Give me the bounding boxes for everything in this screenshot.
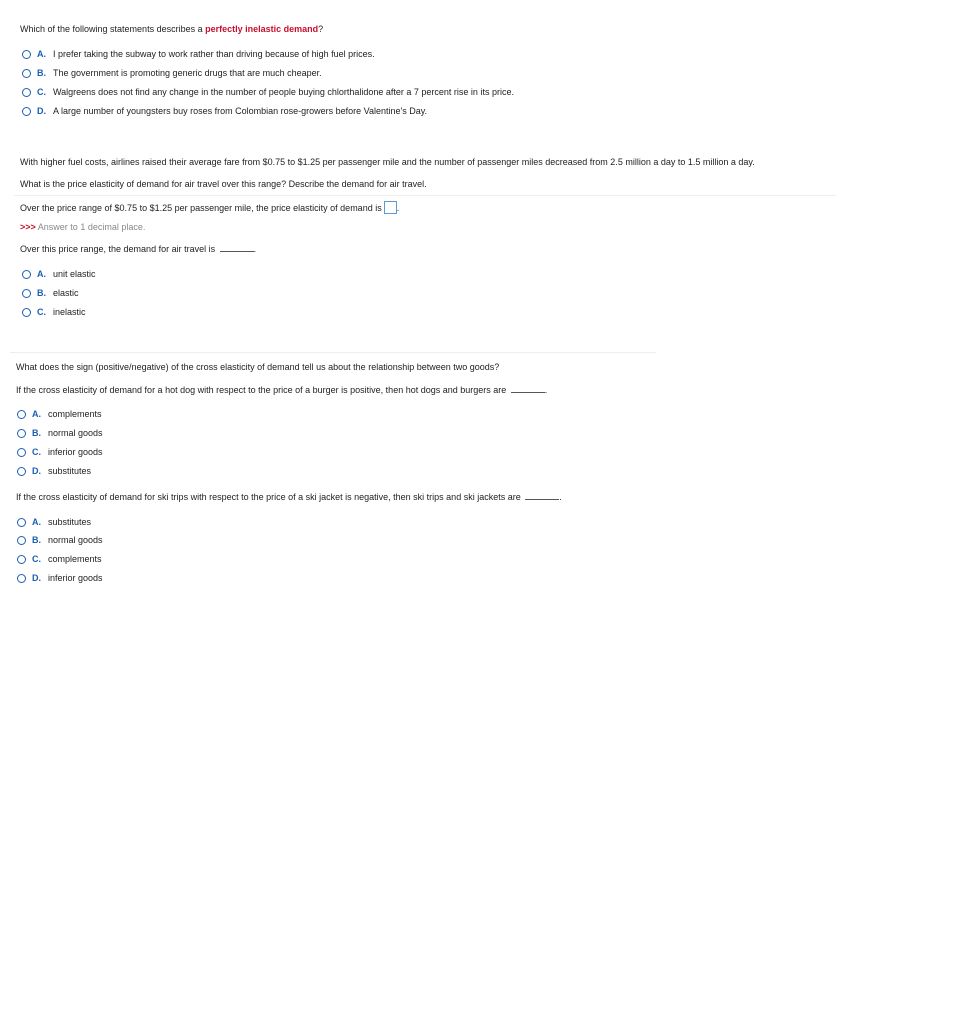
option-letter: A.: [32, 409, 41, 419]
radio-button-icon[interactable]: [22, 88, 31, 97]
option-text: complements: [48, 409, 102, 419]
q1-option-b[interactable]: [22, 68, 322, 78]
q1-prompt-prefix: Which of the following statements describes a: [20, 24, 203, 34]
q3-part1-option-d[interactable]: [17, 466, 91, 476]
option-letter: A.: [37, 49, 46, 59]
elasticity-answer-input[interactable]: [384, 201, 397, 214]
radio-button-icon[interactable]: [17, 574, 26, 583]
period: .: [559, 492, 562, 502]
divider: [14, 195, 836, 196]
option-letter: D.: [32, 466, 41, 476]
q2-option-c[interactable]: [22, 307, 86, 317]
q3-part1-line: [16, 384, 547, 395]
q2-question: What is the price elasticity of demand for air travel over this range? Describe the demand for air travel.: [20, 179, 427, 189]
answer-blank: [220, 243, 254, 252]
q2-option-b[interactable]: [22, 288, 79, 298]
option-letter: C.: [32, 554, 41, 564]
q2-elasticity-line: [20, 201, 399, 214]
answer-blank: [511, 384, 545, 393]
hint-text: Answer to 1 decimal place.: [37, 222, 146, 232]
option-letter: B.: [37, 288, 46, 298]
radio-button-icon[interactable]: [17, 536, 26, 545]
option-text: substitutes: [48, 466, 92, 476]
q3-part2-option-a[interactable]: [17, 517, 91, 527]
q2-demand-line: [20, 243, 256, 254]
q3-question: What does the sign (positive/negative) of the cross elasticity of demand tell us about the relationship between two goods?: [16, 362, 500, 372]
option-letter: A.: [32, 517, 41, 527]
option-text: A large number of youngsters buy roses from Colombian rose-growers before Valentine's Day.: [53, 106, 428, 116]
option-letter: D.: [37, 106, 46, 116]
option-text: I prefer taking the subway to work rather than driving because of high fuel prices.: [53, 49, 375, 59]
q3-part2-line: [16, 491, 562, 502]
q1-option-c[interactable]: [22, 87, 514, 97]
radio-button-icon[interactable]: [17, 555, 26, 564]
option-letter: B.: [37, 68, 46, 78]
q2-elasticity-prompt: Over the price range of $0.75 to $1.25 per passenger mile, the price elasticity of demand is: [20, 202, 382, 213]
radio-button-icon[interactable]: [17, 429, 26, 438]
option-text: normal goods: [48, 535, 103, 545]
q2-hint: [20, 222, 145, 232]
option-letter: D.: [32, 573, 41, 583]
option-text: inferior goods: [48, 573, 103, 583]
radio-button-icon[interactable]: [22, 289, 31, 298]
radio-button-icon[interactable]: [17, 467, 26, 476]
divider: [10, 352, 656, 353]
option-text: complements: [48, 554, 102, 564]
hint-arrows: >>>: [20, 222, 36, 232]
q1-option-d[interactable]: [22, 106, 427, 116]
q1-option-a[interactable]: [22, 49, 375, 59]
q3-part1-option-c[interactable]: [17, 447, 103, 457]
radio-button-icon[interactable]: [22, 69, 31, 78]
option-text: normal goods: [48, 428, 103, 438]
radio-button-icon[interactable]: [22, 50, 31, 59]
option-letter: C.: [32, 447, 41, 457]
q3-part2-option-c[interactable]: [17, 554, 102, 564]
q3-part1-option-b[interactable]: [17, 428, 103, 438]
option-letter: A.: [37, 269, 46, 279]
q1-prompt: [20, 24, 323, 34]
period: .: [253, 244, 257, 254]
radio-button-icon[interactable]: [22, 270, 31, 279]
option-text: inelastic: [53, 307, 86, 317]
option-letter: B.: [32, 535, 41, 545]
q3-part1-option-a[interactable]: [17, 409, 102, 419]
option-text: The government is promoting generic drugs that are much cheaper.: [53, 68, 322, 78]
radio-button-icon[interactable]: [17, 518, 26, 527]
q3-part2-option-b[interactable]: [17, 535, 103, 545]
q3-part1-prompt: If the cross elasticity of demand for a hot dog with respect to the price of a burger is positive, then hot dogs and burgers are: [16, 385, 507, 395]
q2-stem: With higher fuel costs, airlines raised their average fare from $0.75 to $1.25 per passenger mile and the number of passenger miles decreased from 2.5 million a day to 1.5 million a day.: [20, 157, 755, 167]
radio-button-icon[interactable]: [17, 410, 26, 419]
answer-blank: [525, 491, 559, 500]
option-letter: C.: [37, 87, 46, 97]
radio-button-icon[interactable]: [17, 448, 26, 457]
q1-prompt-highlight: perfectly inelastic demand: [205, 24, 319, 34]
q3-part2-prompt: If the cross elasticity of demand for ski trips with respect to the price of a ski jacket is negative, then ski trips and ski jackets are: [16, 492, 521, 502]
q3-part2-option-d[interactable]: [17, 573, 103, 583]
option-text: unit elastic: [53, 269, 96, 279]
option-letter: B.: [32, 428, 41, 438]
q2-demand-prompt: Over this price range, the demand for air travel is: [20, 244, 216, 254]
radio-button-icon[interactable]: [22, 107, 31, 116]
option-text: substitutes: [48, 517, 92, 527]
q1-prompt-suffix: ?: [318, 24, 324, 34]
radio-button-icon[interactable]: [22, 308, 31, 317]
option-text: inferior goods: [48, 447, 103, 457]
q2-option-a[interactable]: [22, 269, 96, 279]
option-letter: C.: [37, 307, 46, 317]
option-text: elastic: [53, 288, 79, 298]
period: .: [396, 202, 400, 213]
period: .: [544, 385, 548, 395]
option-text: Walgreens does not find any change in the number of people buying chlorthalidone after a 7 percent rise in its price.: [53, 87, 514, 97]
